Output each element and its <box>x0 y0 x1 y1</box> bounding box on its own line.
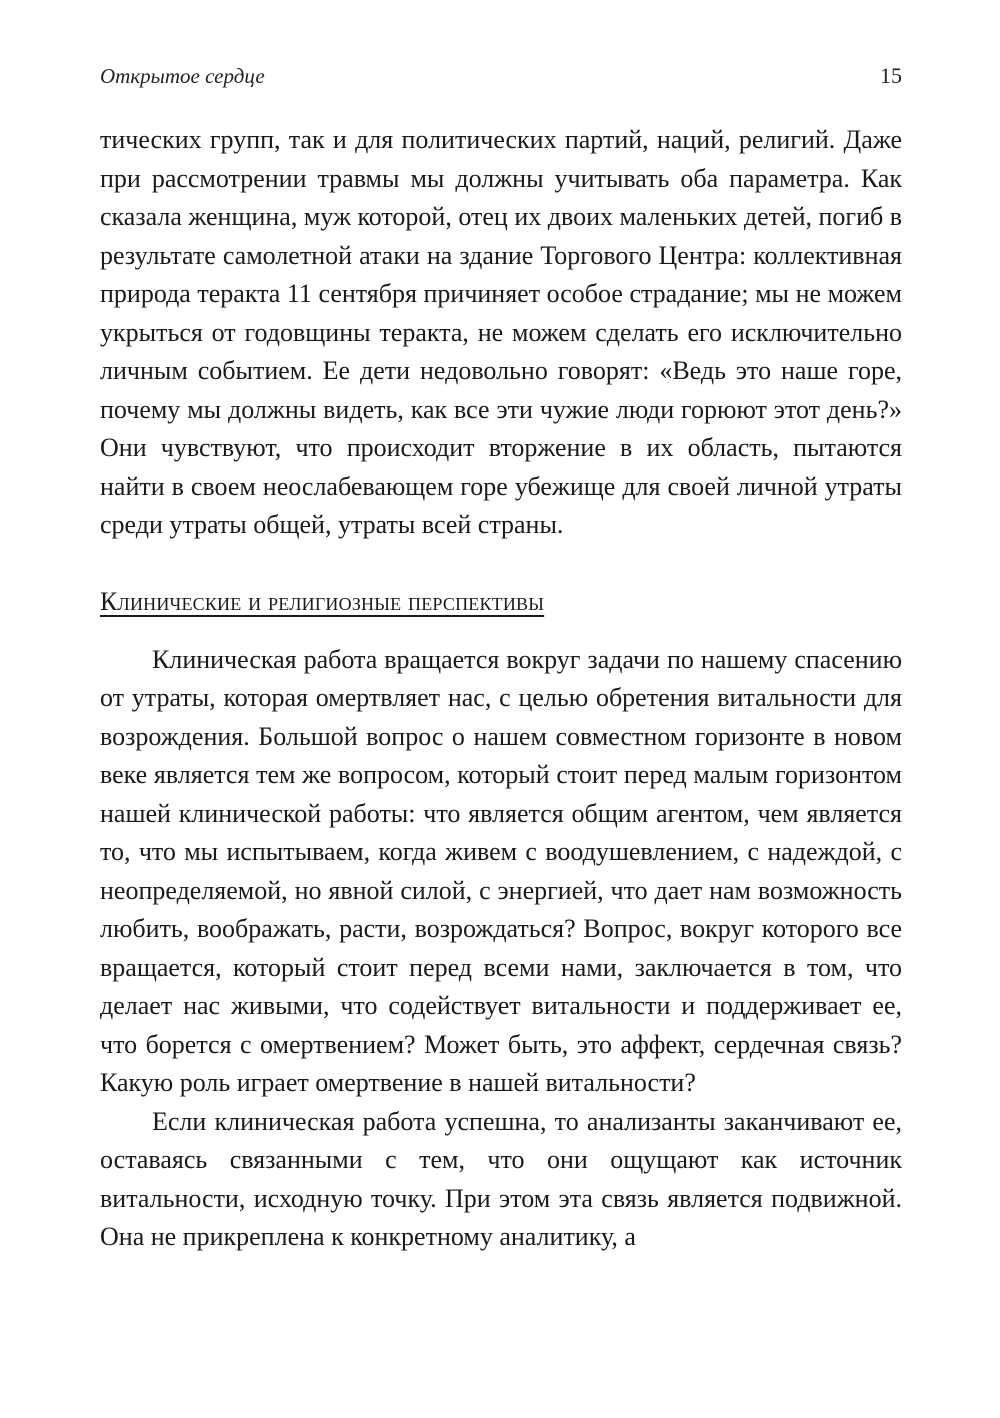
paragraph-successful-analysis: Если клиническая работа успешна, то анализанты заканчивают ее, оставаясь связанными с тем, что они ощущают как источник витальности, исходную точку. При этом эта связь является подвижной. Она не прикреплена к конкретному аналитику, а <box>100 1106 902 1251</box>
paragraph-clinical-work: Клиническая работа вращается вокруг задачи по нашему спасению от утраты, которая омертвляет нас, с целью обретения витальности для возрождения. Большой вопрос о нашем совместном горизонте в новом веке является тем же вопросом, который стоит перед малым горизонтом нашей клинической работы: что является общим агентом, чем является то, что мы испытываем, когда живем с воодушевлением, с надеждой, с неопределяемой, но явной силой, с энергией, что дает нам возможность любить, воображать, расти, возрождаться? Вопрос, вокруг которого все вращается, который стоит перед всеми нами, заключается в том, что делает нас живыми, что содействует витальности и поддерживает ее, что борется с омертвением? Может быть, это аффект, сердечная связь? Какую роль играет омертвение в нашей витальности? <box>100 644 902 1097</box>
page-number: 15 <box>880 63 902 88</box>
paragraph-continuation: тических групп, так и для политических партий, наций, религий. Даже при рассмотрении травмы мы должны учитывать оба параметра. Как сказала женщина, муж которой, отец их двоих маленьких детей, погиб в результате самолетной атаки на здание Торгового Центра: коллективная природа теракта 11 сентября причиняет особое страдание; мы не можем укрыться от годовщины теракта, не можем сделать его исключительно личным событием. Ее дети недовольно говорят: «Ведь это наше горе, почему мы должны видеть, как все эти чужие люди горюют этот день?» Они чувствуют, что происходит вторжение в их область, пытаются найти в своем неослабевающем горе убежище для своей личной утраты среди утраты общей, утраты всей страны. <box>100 125 902 539</box>
page-header <box>100 60 902 92</box>
page-body <box>100 121 902 1257</box>
running-title: Открытое сердце <box>100 64 265 88</box>
section-heading: Клинические и религиозные перспективы <box>100 586 545 616</box>
